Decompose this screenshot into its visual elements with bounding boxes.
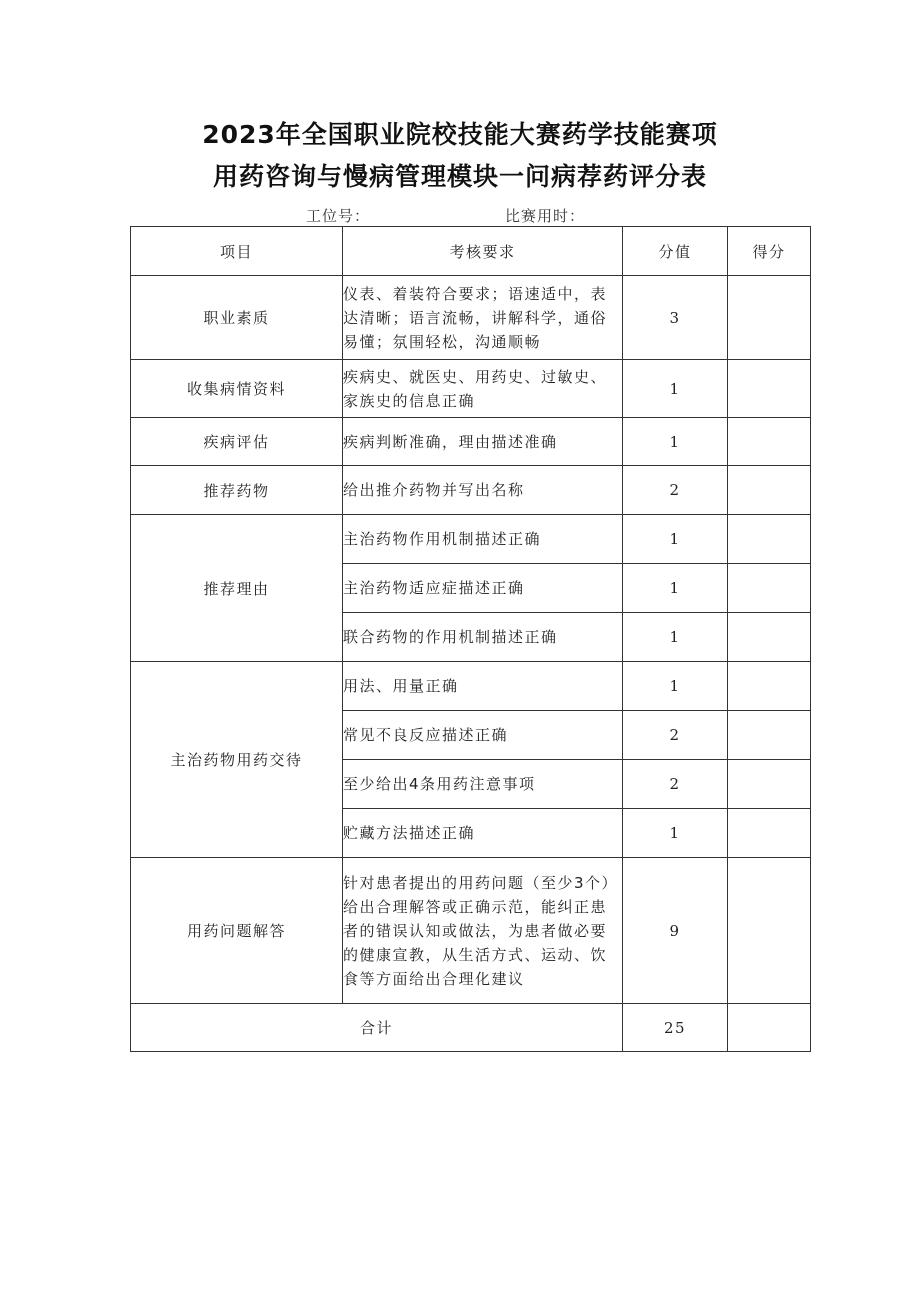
- requirement-cell: 联合药物的作用机制描述正确: [343, 613, 623, 662]
- item-cell: 推荐药物: [131, 466, 343, 515]
- points-cell: 1: [623, 515, 728, 564]
- score-input-cell[interactable]: [728, 858, 811, 1004]
- score-input-cell[interactable]: [728, 418, 811, 466]
- scoring-table: [130, 226, 811, 1052]
- score-input-cell[interactable]: [728, 711, 811, 760]
- total-score-input-cell[interactable]: [728, 1004, 811, 1052]
- score-input-cell[interactable]: [728, 276, 811, 360]
- table-row: [131, 662, 811, 711]
- header-row: [131, 227, 811, 276]
- points-cell: 1: [623, 809, 728, 858]
- score-input-cell[interactable]: [728, 515, 811, 564]
- requirement-cell: 常见不良反应描述正确: [343, 711, 623, 760]
- item-cell: 职业素质: [131, 276, 343, 360]
- total-label: 合计: [131, 1004, 623, 1052]
- requirement-cell: 仪表、着装符合要求；语速适中，表达清晰；语言流畅，讲解科学，通俗易懂；氛围轻松，沟通顺畅: [343, 276, 623, 360]
- requirement-cell: 针对患者提出的用药问题（至少3个）给出合理解答或正确示范，能纠正患者的错误认知或做法，为患者做必要的健康宣教，从生活方式、运动、饮食等方面给出合理化建议: [343, 858, 623, 1004]
- score-input-cell[interactable]: [728, 760, 811, 809]
- table-row: [131, 418, 811, 466]
- requirement-cell: 疾病史、就医史、用药史、过敏史、家族史的信息正确: [343, 360, 623, 418]
- points-cell: 1: [623, 662, 728, 711]
- score-input-cell[interactable]: [728, 613, 811, 662]
- points-cell: 1: [623, 564, 728, 613]
- total-points: 25: [623, 1004, 728, 1052]
- requirement-cell: 给出推介药物并写出名称: [343, 466, 623, 515]
- requirement-cell: 主治药物适应症描述正确: [343, 564, 623, 613]
- table-row: [131, 360, 811, 418]
- points-cell: 2: [623, 760, 728, 809]
- score-input-cell[interactable]: [728, 662, 811, 711]
- header-points: 分值: [623, 227, 728, 276]
- item-cell: 收集病情资料: [131, 360, 343, 418]
- table-row: [131, 276, 811, 360]
- table-row: [131, 515, 811, 564]
- item-cell: 推荐理由: [131, 515, 343, 662]
- table-row: [131, 858, 811, 1004]
- requirement-cell: 贮藏方法描述正确: [343, 809, 623, 858]
- item-cell: 疾病评估: [131, 418, 343, 466]
- score-input-cell[interactable]: [728, 809, 811, 858]
- table-row: [131, 466, 811, 515]
- points-cell: 1: [623, 418, 728, 466]
- points-cell: 1: [623, 360, 728, 418]
- score-input-cell[interactable]: [728, 466, 811, 515]
- score-input-cell[interactable]: [728, 564, 811, 613]
- item-cell: 用药问题解答: [131, 858, 343, 1004]
- header-item: 项目: [131, 227, 343, 276]
- total-row: [131, 1004, 811, 1052]
- points-cell: 1: [623, 613, 728, 662]
- station-number-label: 工位号：: [306, 207, 371, 225]
- requirement-cell: 主治药物作用机制描述正确: [343, 515, 623, 564]
- header-requirement: 考核要求: [343, 227, 623, 276]
- points-cell: 2: [623, 466, 728, 515]
- elapsed-time-label: 比赛用时：: [505, 207, 586, 225]
- score-input-cell[interactable]: [728, 360, 811, 418]
- requirement-cell: 至少给出4条用药注意事项: [343, 760, 623, 809]
- points-cell: 2: [623, 711, 728, 760]
- page-title-line-2: 用药咨询与慢病管理模块一问病荐药评分表: [212, 162, 707, 191]
- requirement-cell: 疾病判断准确，理由描述准确: [343, 418, 623, 466]
- item-cell: 主治药物用药交待: [131, 662, 343, 858]
- requirement-cell: 用法、用量正确: [343, 662, 623, 711]
- page-title-line-1: 2023年全国职业院校技能大赛药学技能赛项: [202, 120, 718, 149]
- header-score: 得分: [728, 227, 811, 276]
- points-cell: 9: [623, 858, 728, 1004]
- points-cell: 3: [623, 276, 728, 360]
